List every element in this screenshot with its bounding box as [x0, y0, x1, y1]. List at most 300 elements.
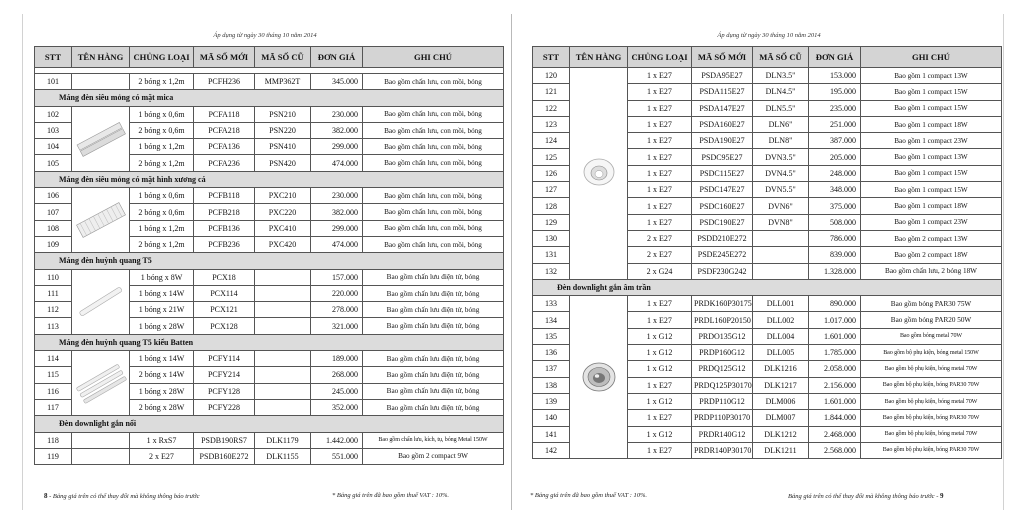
cell-type: 2 bóng x 1,2m — [130, 155, 194, 171]
cell-stt: 131 — [533, 247, 570, 263]
cell-note: Bao gồm chấn lưu, con mồi, bóng — [363, 155, 504, 171]
cell-price: 551.000 — [311, 448, 363, 464]
price-table-left — [34, 46, 504, 465]
cell-old-code — [255, 399, 311, 415]
category-label: Đèn downlight gắn nổi — [35, 416, 504, 432]
cell-price: 890.000 — [809, 296, 861, 312]
cell-new-code: PSDA160E27 — [692, 116, 753, 132]
cell-new-code: PRDL160P20150 — [692, 312, 753, 328]
cell-stt: 128 — [533, 198, 570, 214]
cell-price: 251.000 — [809, 116, 861, 132]
cell-stt: 121 — [533, 84, 570, 100]
cell-price: 1.601.000 — [809, 393, 861, 409]
cell-note: Bao gồm bóng PAR20 50W — [861, 312, 1002, 328]
cell-stt: 113 — [35, 318, 72, 334]
cell-note: Bao gồm chấn lưu, con mồi, bóng — [363, 74, 504, 90]
cell-product-name — [72, 448, 130, 464]
cell-stt: 140 — [533, 410, 570, 426]
category-row — [35, 416, 504, 432]
col-header-old-code: MÃ SỐ CŨ — [255, 47, 311, 68]
cell-price: 195.000 — [809, 84, 861, 100]
cell-type: 1 x E27 — [628, 133, 692, 149]
cell-note: Bao gồm chấn lưu điện tử, bóng — [363, 367, 504, 383]
cell-note: Bao gồm chấn lưu, con mồi, bóng — [363, 122, 504, 138]
cell-old-code: DLN8" — [753, 133, 809, 149]
cell-stt: 101 — [35, 74, 72, 90]
cell-note: Bao gồm 1 compact 23W — [861, 133, 1002, 149]
cell-new-code: PCFB136 — [194, 220, 255, 236]
cell-note: Bao gồm 1 compact 13W — [861, 68, 1002, 84]
cell-note: Bao gồm 1 compact 15W — [861, 165, 1002, 181]
table-header-row — [533, 47, 1002, 68]
cell-type: 1 bóng x 1,2m — [130, 220, 194, 236]
cell-old-code — [255, 367, 311, 383]
cell-stt: 104 — [35, 139, 72, 155]
cell-price: 2.156.000 — [809, 377, 861, 393]
cell-new-code: PCFY214 — [194, 367, 255, 383]
cell-price: 1.844.000 — [809, 410, 861, 426]
cell-note: Bao gồm bộ phụ kiện, bóng metal 70W — [861, 426, 1002, 442]
effective-date-header: Áp dụng từ ngày 30 tháng 10 năm 2014 — [717, 32, 821, 39]
cell-type: 2 x G24 — [628, 263, 692, 279]
cell-note: Bao gồm bộ phụ kiện, bóng metal 70W — [861, 393, 1002, 409]
cell-stt: 127 — [533, 182, 570, 198]
cell-type: 1 x E27 — [628, 442, 692, 458]
cell-note: Bao gồm 2 compact 18W — [861, 247, 1002, 263]
cell-price: 839.000 — [809, 247, 861, 263]
cell-new-code: PSDA147E27 — [692, 100, 753, 116]
cell-type: 2 bóng x 28W — [130, 399, 194, 415]
cell-new-code: PSDF230G242 — [692, 263, 753, 279]
cell-price: 189.000 — [311, 351, 363, 367]
cell-type: 1 x G12 — [628, 426, 692, 442]
cell-type: 1 x E27 — [628, 296, 692, 312]
page-number: 9 — [939, 492, 944, 500]
cell-new-code: PCX18 — [194, 269, 255, 285]
cell-old-code: PSN420 — [255, 155, 311, 171]
cell-old-code: PXC220 — [255, 204, 311, 220]
cell-type: 1 x E27 — [628, 165, 692, 181]
cell-type: 1 bóng x 14W — [130, 351, 194, 367]
cell-price: 1.017.000 — [809, 312, 861, 328]
effective-date-header: Áp dụng từ ngày 30 tháng 10 năm 2014 — [213, 32, 317, 39]
cell-new-code: PCFY114 — [194, 351, 255, 367]
cell-old-code — [753, 247, 809, 263]
cell-new-code: PRDQ125G12 — [692, 361, 753, 377]
table-row — [35, 448, 504, 464]
cell-price: 474.000 — [311, 155, 363, 171]
col-header-type: CHỦNG LOẠI — [130, 47, 194, 68]
cell-price: 230.000 — [311, 106, 363, 122]
category-label: Máng đèn huỳnh quang T5 kiểu Batten — [35, 334, 504, 350]
col-header-new-code: MÃ SỐ MỚI — [194, 47, 255, 68]
cell-new-code: PCFA136 — [194, 139, 255, 155]
cell-price: 1.601.000 — [809, 328, 861, 344]
table-row — [35, 74, 504, 90]
cell-type: 1 x RxS7 — [130, 432, 194, 448]
cell-stt: 138 — [533, 377, 570, 393]
col-header-stt: STT — [533, 47, 570, 68]
cell-note: Bao gồm bộ phụ kiện, bóng PAR30 70W — [861, 377, 1002, 393]
table-row — [35, 106, 504, 122]
category-row — [35, 171, 504, 187]
table-row — [533, 68, 1002, 84]
cell-old-code: DLK1155 — [255, 448, 311, 464]
cell-old-code: DVN3.5" — [753, 149, 809, 165]
book-spine — [511, 14, 512, 510]
cell-price: 299.000 — [311, 220, 363, 236]
col-header-product: TÊN HÀNG — [72, 47, 130, 68]
cell-stt: 112 — [35, 302, 72, 318]
cell-old-code: DLK1211 — [753, 442, 809, 458]
footer-left-page — [44, 492, 199, 500]
cell-stt: 139 — [533, 393, 570, 409]
category-label: Đèn downlight gắn âm trần — [533, 279, 1002, 295]
cell-stt: 141 — [533, 426, 570, 442]
cell-new-code: PRDP110G12 — [692, 393, 753, 409]
price-page-right — [526, 18, 1012, 504]
cell-stt: 107 — [35, 204, 72, 220]
cell-stt: 114 — [35, 351, 72, 367]
cell-new-code: PCFA236 — [194, 155, 255, 171]
cell-old-code: PSN410 — [255, 139, 311, 155]
cell-note: Bao gồm 1 compact 15W — [861, 182, 1002, 198]
cell-note: Bao gồm 1 compact 23W — [861, 214, 1002, 230]
cell-old-code: DLL001 — [753, 296, 809, 312]
cell-type: 1 x G12 — [628, 345, 692, 361]
cell-stt: 124 — [533, 133, 570, 149]
cell-old-code: PXC420 — [255, 236, 311, 252]
recessed-downlight-icon — [572, 357, 625, 397]
col-header-new-code: MÃ SỐ MỚI — [692, 47, 753, 68]
cell-old-code: DLN4.5" — [753, 84, 809, 100]
cell-type: 1 x G12 — [628, 328, 692, 344]
t5-tube-icon — [74, 280, 127, 324]
cell-new-code: PCFB236 — [194, 236, 255, 252]
cell-type: 2 bóng x 1,2m — [130, 74, 194, 90]
cell-old-code: DLL002 — [753, 312, 809, 328]
cell-old-code: DLK1217 — [753, 377, 809, 393]
cell-old-code: DVN6" — [753, 198, 809, 214]
cell-stt: 103 — [35, 122, 72, 138]
cell-old-code — [753, 263, 809, 279]
product-image — [72, 188, 130, 253]
price-table-right — [532, 46, 1002, 459]
cell-price: 1.328.000 — [809, 263, 861, 279]
cell-type: 2 bóng x 0,6m — [130, 204, 194, 220]
cell-old-code: MMP362T — [255, 74, 311, 90]
footer-right-page — [788, 492, 943, 500]
cell-old-code: DLL004 — [753, 328, 809, 344]
col-header-price: ĐƠN GIÁ — [809, 47, 861, 68]
cell-price: 299.000 — [311, 139, 363, 155]
cell-price: 1.785.000 — [809, 345, 861, 361]
category-label: Máng đèn siêu mỏng có mặt hình xương cá — [35, 171, 504, 187]
cell-note: Bao gồm chấn lưu điện tử, bóng — [363, 383, 504, 399]
cell-type: 1 bóng x 0,6m — [130, 106, 194, 122]
cell-type: 1 x E27 — [628, 84, 692, 100]
cell-note: Bao gồm bóng metal 70W — [861, 328, 1002, 344]
cell-new-code: PCFH236 — [194, 74, 255, 90]
col-header-product: TÊN HÀNG — [570, 47, 628, 68]
cell-old-code: DLN5.5" — [753, 100, 809, 116]
cell-price: 268.000 — [311, 367, 363, 383]
cell-stt: 117 — [35, 399, 72, 415]
cell-note: Bao gồm bóng PAR30 75W — [861, 296, 1002, 312]
cell-note: Bao gồm chấn lưu điện tử, bóng — [363, 351, 504, 367]
cell-note: Bao gồm bộ phụ kiện, bóng metal 150W — [861, 345, 1002, 361]
cell-note: Bao gồm chấn lưu điện tử, bóng — [363, 318, 504, 334]
cell-note: Bao gồm chấn lưu điện tử, bóng — [363, 285, 504, 301]
cell-old-code: DLK1216 — [753, 361, 809, 377]
footer-disclaimer: - Bảng giá trên có thể thay đổi mà không thông báo trước — [49, 493, 200, 500]
cell-note: Bao gồm chấn lưu, con mồi, bóng — [363, 220, 504, 236]
cell-product-name — [72, 74, 130, 90]
cell-old-code — [255, 285, 311, 301]
cell-price: 382.000 — [311, 122, 363, 138]
cell-type: 2 bóng x 0,6m — [130, 122, 194, 138]
col-header-note: GHI CHÚ — [861, 47, 1002, 68]
cell-new-code: PSDC190E27 — [692, 214, 753, 230]
cell-note: Bao gồm chấn lưu, con mồi, bóng — [363, 204, 504, 220]
cell-new-code: PCFA118 — [194, 106, 255, 122]
cell-price: 205.000 — [809, 149, 861, 165]
cell-type: 1 x E27 — [628, 410, 692, 426]
cell-price: 1.442.000 — [311, 432, 363, 448]
cell-stt: 109 — [35, 236, 72, 252]
cell-price: 382.000 — [311, 204, 363, 220]
category-row — [35, 90, 504, 106]
cell-type: 1 x E27 — [628, 116, 692, 132]
cell-stt: 130 — [533, 230, 570, 246]
col-header-type: CHỦNG LOẠI — [628, 47, 692, 68]
cell-note: Bao gồm bộ phụ kiện, bóng PAR30 70W — [861, 442, 1002, 458]
category-row — [533, 279, 1002, 295]
table-header-row — [35, 47, 504, 68]
cell-note: Bao gồm bộ phụ kiện, bóng PAR30 70W — [861, 410, 1002, 426]
table-row — [35, 188, 504, 204]
product-image — [72, 269, 130, 334]
cell-price: 230.000 — [311, 188, 363, 204]
cell-type: 1 x E27 — [628, 377, 692, 393]
cell-new-code: PSDC95E27 — [692, 149, 753, 165]
cell-old-code: DLM007 — [753, 410, 809, 426]
table-row — [35, 432, 504, 448]
cell-new-code: PCFY128 — [194, 383, 255, 399]
cell-stt: 126 — [533, 165, 570, 181]
cell-new-code: PCFY228 — [194, 399, 255, 415]
cell-note: Bao gồm chấn lưu điện tử, bóng — [363, 269, 504, 285]
cell-new-code: PRDP160G12 — [692, 345, 753, 361]
cell-stt: 105 — [35, 155, 72, 171]
cell-price: 321.000 — [311, 318, 363, 334]
t5-batten-icon — [74, 361, 127, 405]
cell-new-code: PSDB190RS7 — [194, 432, 255, 448]
cell-note: Bao gồm chấn lưu, con mồi, bóng — [363, 236, 504, 252]
cell-price: 352.000 — [311, 399, 363, 415]
cell-new-code: PSDC160E27 — [692, 198, 753, 214]
cell-note: Bao gồm 1 compact 15W — [861, 84, 1002, 100]
slim-fixture-mica-icon — [74, 117, 127, 161]
cell-price: 248.000 — [809, 165, 861, 181]
cell-old-code — [255, 383, 311, 399]
cell-old-code: DVN4.5" — [753, 165, 809, 181]
cell-new-code: PRDK160P30175 — [692, 296, 753, 312]
cell-old-code: PXC410 — [255, 220, 311, 236]
cell-stt: 129 — [533, 214, 570, 230]
cell-price: 2.058.000 — [809, 361, 861, 377]
category-label: Máng đèn siêu mỏng có mặt mica — [35, 90, 504, 106]
cell-price: 2.468.000 — [809, 426, 861, 442]
cell-stt: 102 — [35, 106, 72, 122]
cell-old-code: DLL005 — [753, 345, 809, 361]
slim-fixture-grid-icon — [74, 198, 127, 242]
cell-note: Bao gồm 1 compact 15W — [861, 100, 1002, 116]
cell-stt: 119 — [35, 448, 72, 464]
cell-note: Bao gồm bộ phụ kiện, bóng metal 70W — [861, 361, 1002, 377]
cell-new-code: PRDR140G12 — [692, 426, 753, 442]
cell-stt: 142 — [533, 442, 570, 458]
cell-new-code: PCX114 — [194, 285, 255, 301]
cell-type: 1 x E27 — [628, 214, 692, 230]
cell-price: 508.000 — [809, 214, 861, 230]
cell-old-code — [753, 230, 809, 246]
cell-stt: 115 — [35, 367, 72, 383]
cell-type: 1 x E27 — [628, 149, 692, 165]
cell-new-code: PCFB218 — [194, 204, 255, 220]
cell-old-code: DLN3.5" — [753, 68, 809, 84]
cell-type: 1 x G12 — [628, 361, 692, 377]
cell-type: 1 x E27 — [628, 312, 692, 328]
cell-stt: 132 — [533, 263, 570, 279]
cell-note: Bao gồm chấn lưu điện tử, bóng — [363, 302, 504, 318]
cell-new-code: PRDP110P30170 — [692, 410, 753, 426]
cell-stt: 134 — [533, 312, 570, 328]
cell-old-code — [255, 351, 311, 367]
footer-vat-note: * Bảng giá trên đã bao gồm thuế VAT : 10%. — [332, 492, 450, 499]
cell-stt: 116 — [35, 383, 72, 399]
cell-type: 1 bóng x 1,2m — [130, 139, 194, 155]
cell-new-code: PSDB160E272 — [194, 448, 255, 464]
cell-stt: 106 — [35, 188, 72, 204]
product-image — [570, 296, 628, 459]
cell-old-code: PXC210 — [255, 188, 311, 204]
cell-type: 1 bóng x 0,6m — [130, 188, 194, 204]
col-header-note: GHI CHÚ — [363, 47, 504, 68]
cell-stt: 118 — [35, 432, 72, 448]
cell-new-code: PSDD210E272 — [692, 230, 753, 246]
cell-price: 220.000 — [311, 285, 363, 301]
cell-stt: 110 — [35, 269, 72, 285]
cell-price: 245.000 — [311, 383, 363, 399]
page-number: 8 — [44, 492, 48, 500]
cell-old-code — [255, 302, 311, 318]
product-image — [570, 68, 628, 280]
cell-type: 1 bóng x 14W — [130, 285, 194, 301]
table-row — [35, 269, 504, 285]
cell-price: 2.568.000 — [809, 442, 861, 458]
cell-note: Bao gồm chấn lưu điện tử, bóng — [363, 399, 504, 415]
cell-new-code: PRDQ125P30170 — [692, 377, 753, 393]
cell-note: Bao gồm chấn lưu, con mồi, bóng — [363, 139, 504, 155]
cell-old-code: DLK1212 — [753, 426, 809, 442]
cell-new-code: PCX128 — [194, 318, 255, 334]
cell-type: 2 x E27 — [628, 247, 692, 263]
cell-price: 375.000 — [809, 198, 861, 214]
col-header-price: ĐƠN GIÁ — [311, 47, 363, 68]
cell-note: Bao gồm 1 compact 18W — [861, 198, 1002, 214]
price-page-left — [22, 18, 508, 504]
cell-new-code: PCX121 — [194, 302, 255, 318]
cell-type: 2 bóng x 14W — [130, 367, 194, 383]
surface-downlight-icon — [572, 156, 625, 190]
cell-new-code: PSDA115E27 — [692, 84, 753, 100]
cell-type: 1 x G12 — [628, 393, 692, 409]
product-image — [72, 351, 130, 416]
cell-price: 345.000 — [311, 74, 363, 90]
cell-old-code — [255, 269, 311, 285]
cell-type: 1 bóng x 21W — [130, 302, 194, 318]
col-header-stt: STT — [35, 47, 72, 68]
cell-new-code: PSDA190E27 — [692, 133, 753, 149]
category-label: Máng đèn huỳnh quang T5 — [35, 253, 504, 269]
cell-type: 1 x E27 — [628, 68, 692, 84]
cell-price: 153.000 — [809, 68, 861, 84]
cell-type: 1 bóng x 8W — [130, 269, 194, 285]
cell-stt: 137 — [533, 361, 570, 377]
table-row — [533, 296, 1002, 312]
cell-price: 387.000 — [809, 133, 861, 149]
cell-old-code: DLN6" — [753, 116, 809, 132]
cell-note: Bao gồm 2 compact 13W — [861, 230, 1002, 246]
cell-old-code — [255, 318, 311, 334]
cell-old-code: DVN8" — [753, 214, 809, 230]
cell-note: Bao gồm chấn lưu, con mồi, bóng — [363, 188, 504, 204]
cell-old-code: PSN210 — [255, 106, 311, 122]
cell-new-code: PSDC115E27 — [692, 165, 753, 181]
cell-stt: 136 — [533, 345, 570, 361]
cell-stt: 120 — [533, 68, 570, 84]
cell-new-code: PSDA95E27 — [692, 68, 753, 84]
col-header-old-code: MÃ SỐ CŨ — [753, 47, 809, 68]
cell-note: Bao gồm 1 compact 13W — [861, 149, 1002, 165]
product-image — [72, 106, 130, 171]
cell-product-name — [72, 432, 130, 448]
cell-stt: 108 — [35, 220, 72, 236]
cell-new-code: PCFB118 — [194, 188, 255, 204]
cell-old-code: DLK1179 — [255, 432, 311, 448]
cell-note: Bao gồm chấn lưu, kích, tụ, bóng Metal 150W — [363, 432, 504, 448]
cell-type: 1 bóng x 28W — [130, 383, 194, 399]
cell-new-code: PRDO135G12 — [692, 328, 753, 344]
table-row — [35, 351, 504, 367]
cell-stt: 125 — [533, 149, 570, 165]
cell-new-code: PSDC147E27 — [692, 182, 753, 198]
cell-stt: 135 — [533, 328, 570, 344]
cell-note: Bao gồm 1 compact 18W — [861, 116, 1002, 132]
cell-old-code: PSN220 — [255, 122, 311, 138]
cell-new-code: PRDR140P30170 — [692, 442, 753, 458]
cell-price: 278.000 — [311, 302, 363, 318]
cell-type: 1 x E27 — [628, 100, 692, 116]
cell-stt: 133 — [533, 296, 570, 312]
category-row — [35, 253, 504, 269]
cell-type: 1 x E27 — [628, 198, 692, 214]
cell-stt: 111 — [35, 285, 72, 301]
cell-note: Bao gồm chấn lưu, con mồi, bóng — [363, 106, 504, 122]
cell-new-code: PSDE245E272 — [692, 247, 753, 263]
cell-price: 348.000 — [809, 182, 861, 198]
